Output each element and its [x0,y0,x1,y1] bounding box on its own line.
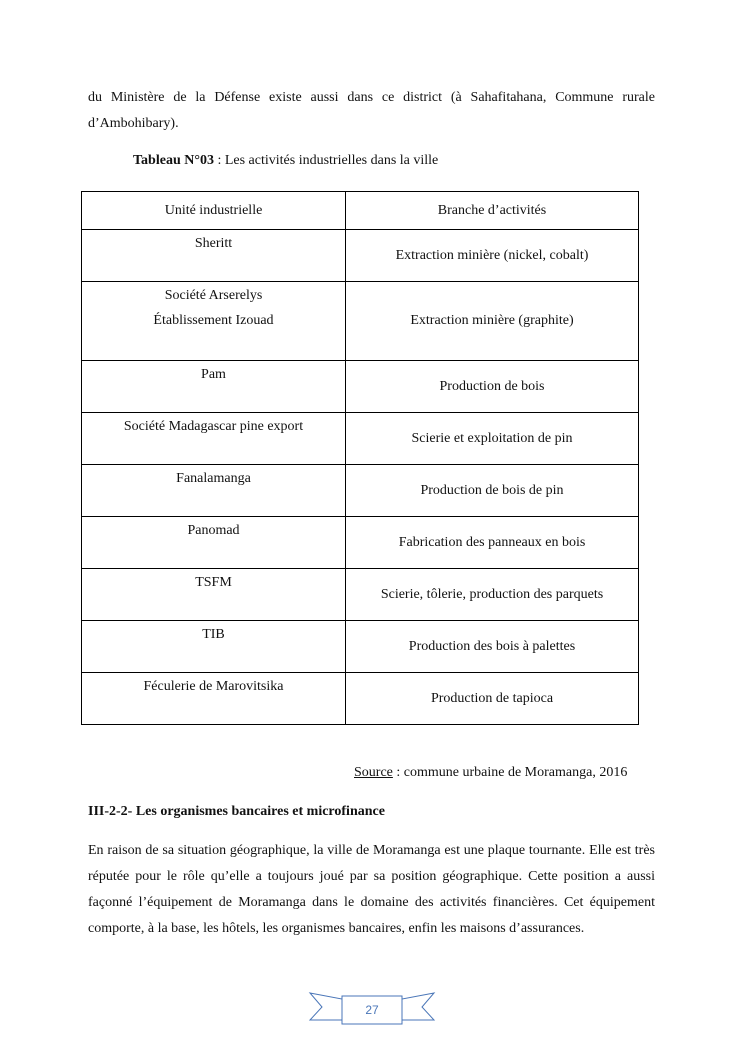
unit-cell [82,517,346,569]
unit-name: Sheritt [194,236,233,251]
page-number: 27 [365,1003,379,1017]
branch-cell: Fabrication des panneaux en bois [346,517,639,569]
header-unit: Unité industrielle [82,192,346,230]
unit-cell [82,621,346,673]
table-caption [133,150,438,172]
unit-cell [82,230,346,282]
branch-cell: Extraction minière (nickel, cobalt) [346,230,639,282]
section-heading: III-2-2- Les organismes bancaires et microfinance [88,804,385,819]
branch-cell: Scierie et exploitation de pin [346,413,639,465]
table-row [82,282,639,361]
industrial-activities-table [81,191,639,725]
table-row [82,517,639,569]
table-caption-label: Tableau N°03 [133,153,214,168]
table-row [82,673,639,725]
table-source [354,763,627,783]
unit-cell [82,465,346,517]
header-branch: Branche d’activités [346,192,639,230]
table-row [82,465,639,517]
table-caption-text: : Les activités industrielles dans la ville [213,153,439,168]
unit-name: Fanalamanga [176,471,251,486]
table-row [82,621,639,673]
branch-cell: Production des bois à palettes [346,621,639,673]
unit-name: Pam [201,367,226,382]
unit-name: TIB [202,627,225,642]
branch-cell: Extraction minière (graphite) [346,282,639,361]
branch-cell: Production de bois de pin [346,465,639,517]
table-row [82,230,639,282]
intro-paragraph: du Ministère de la Défense existe aussi dans ce district (à Sahafitahana, Commune rurale d’Ambohibary). [88,90,655,131]
branch-cell: Scierie, tôlerie, production des parquets [346,569,639,621]
branch-cell: Production de tapioca [346,673,639,725]
unit-name: Féculerie de Marovitsika [143,679,284,694]
table-row [82,569,639,621]
unit-name: Société Arserelys [164,288,263,303]
unit-cell [82,361,346,413]
table-header-row [82,192,639,230]
table-row [82,413,639,465]
table-row [82,361,639,413]
source-label: Source [354,765,393,780]
unit-cell [82,282,346,361]
page-number-ribbon [308,990,436,1026]
unit-cell [82,413,346,465]
unit-name: Société Madagascar pine export [123,419,304,434]
source-text: : commune urbaine de Moramanga, 2016 [392,765,628,780]
body-paragraph: En raison de sa situation géographique, la ville de Moramanga est une plaque tournante. Elle est très réputée pour le rôle qu’elle a toujours joué par sa position géographique. Cette position a aussi façonné l’équipement de Moramanga dans le domaine des activités financières. Cet équipement comporte, à la base, les hôtels, les organismes bancaires, enfin les maisons d’assurances. [88,843,655,936]
unit-name: TSFM [195,575,232,590]
unit-cell [82,673,346,725]
branch-cell: Production de bois [346,361,639,413]
unit-cell [82,569,346,621]
unit-name: Panomad [187,523,240,538]
unit-name: Établissement Izouad [153,313,274,328]
